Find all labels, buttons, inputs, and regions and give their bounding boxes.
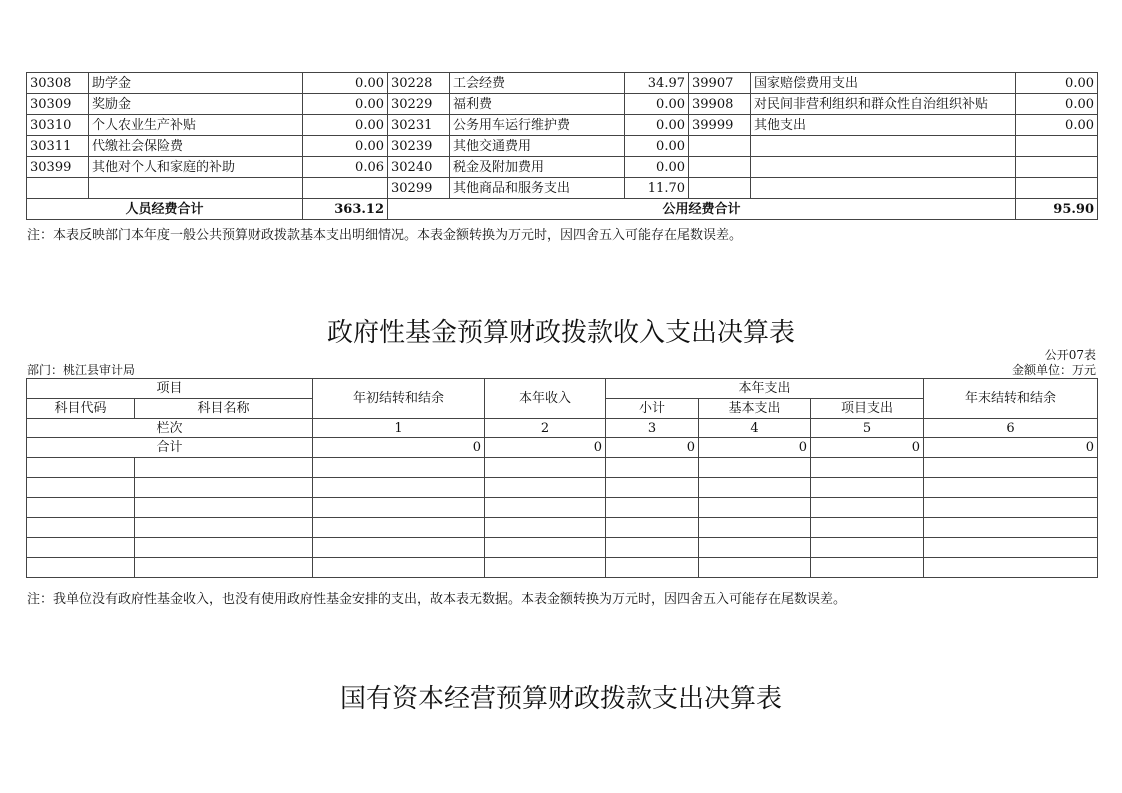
detail-row (27, 178, 1098, 199)
subject-name: 代缴社会保险费 (89, 136, 303, 157)
empty-cell (27, 518, 135, 538)
subject-name: 助学金 (89, 73, 303, 94)
empty-cell (924, 558, 1098, 578)
total-basic: 0 (699, 438, 811, 458)
fund-table-title: 政府性基金预算财政拨款收入支出决算表 (326, 318, 795, 348)
subject-code: 39999 (689, 115, 751, 136)
amount: 0.00 (303, 115, 388, 136)
empty-cell (313, 538, 485, 558)
empty-cell (135, 478, 313, 498)
total-row (27, 438, 1098, 458)
subject-name: 其他支出 (751, 115, 1016, 136)
empty-cell (485, 478, 606, 498)
amount: 0.00 (303, 73, 388, 94)
column-index-3: 3 (606, 419, 699, 438)
header-income: 本年收入 (485, 379, 606, 419)
empty-cell (485, 538, 606, 558)
empty-row (27, 558, 1098, 578)
header-item: 项目 (27, 379, 313, 399)
empty-cell (135, 498, 313, 518)
subject-code: 30229 (388, 94, 450, 115)
empty-cell (135, 518, 313, 538)
amount: 0.00 (625, 115, 689, 136)
detail-row (27, 136, 1098, 157)
subject-code: 30311 (27, 136, 89, 157)
detail-row (27, 157, 1098, 178)
empty-cell (924, 478, 1098, 498)
empty-cell (313, 518, 485, 538)
subject-name: 国家赔偿费用支出 (751, 73, 1016, 94)
form-number: 公开07表 (1044, 348, 1096, 362)
subject-name: 福利费 (450, 94, 625, 115)
empty-cell (811, 458, 924, 478)
amount (1016, 136, 1098, 157)
empty-cell (924, 518, 1098, 538)
empty-row (27, 538, 1098, 558)
subject-name (751, 136, 1016, 157)
subject-name (751, 157, 1016, 178)
detail-row (27, 73, 1098, 94)
subject-code: 30309 (27, 94, 89, 115)
empty-cell (485, 498, 606, 518)
column-index-1: 1 (313, 419, 485, 438)
subject-code: 39908 (689, 94, 751, 115)
header-subtotal: 小计 (606, 399, 699, 419)
empty-cell (924, 538, 1098, 558)
note-fund: 注：我单位没有政府性基金收入，也没有使用政府性基金安排的支出，故本表无数据。本表金额转换为万元时，因四舍五入可能存在尾数误差。 (27, 592, 847, 607)
empty-cell (135, 458, 313, 478)
empty-cell (485, 458, 606, 478)
empty-row (27, 458, 1098, 478)
total-carry-start: 0 (313, 438, 485, 458)
column-index-6: 6 (924, 419, 1098, 438)
empty-cell (699, 478, 811, 498)
empty-row (27, 518, 1098, 538)
empty-cell (606, 558, 699, 578)
header-name: 科目名称 (135, 399, 313, 419)
subject-name: 个人农业生产补贴 (89, 115, 303, 136)
subject-name (751, 178, 1016, 199)
column-index-4: 4 (699, 419, 811, 438)
public-total-label: 公用经费合计 (388, 199, 1016, 220)
empty-cell (606, 478, 699, 498)
empty-cell (811, 538, 924, 558)
empty-cell (606, 538, 699, 558)
header-row-1 (27, 379, 1098, 399)
subject-code: 30310 (27, 115, 89, 136)
unit-label: 金额单位：万元 (1011, 363, 1096, 377)
empty-row (27, 498, 1098, 518)
amount: 0.00 (303, 136, 388, 157)
empty-row (27, 478, 1098, 498)
personnel-total-label: 人员经费合计 (27, 199, 303, 220)
subject-code (689, 157, 751, 178)
subject-name: 奖励金 (89, 94, 303, 115)
empty-cell (699, 498, 811, 518)
empty-cell (606, 458, 699, 478)
empty-cell (606, 498, 699, 518)
subject-code: 30239 (388, 136, 450, 157)
totals-row (27, 199, 1098, 220)
empty-cell (313, 498, 485, 518)
subject-code: 30308 (27, 73, 89, 94)
header-carry-end: 年末结转和结余 (924, 379, 1098, 419)
subject-name: 其他商品和服务支出 (450, 178, 625, 199)
department-label: 部门：桃江县审计局 (27, 363, 136, 377)
personnel-total-value: 363.12 (303, 199, 388, 220)
empty-cell (811, 478, 924, 498)
total-carry-end: 0 (924, 438, 1098, 458)
empty-cell (485, 518, 606, 538)
empty-cell (699, 538, 811, 558)
empty-cell (27, 558, 135, 578)
empty-cell (699, 558, 811, 578)
subject-code (689, 136, 751, 157)
empty-cell (699, 518, 811, 538)
column-index-row (27, 419, 1098, 438)
empty-cell (27, 478, 135, 498)
subject-code: 30228 (388, 73, 450, 94)
empty-cell (485, 558, 606, 578)
subject-name: 其他交通费用 (450, 136, 625, 157)
empty-cell (27, 498, 135, 518)
fund-income-expenditure-table (26, 378, 1098, 578)
amount: 0.00 (625, 157, 689, 178)
subject-code: 30240 (388, 157, 450, 178)
total-income: 0 (485, 438, 606, 458)
column-index-label: 栏次 (27, 419, 313, 438)
subject-name: 其他对个人和家庭的补助 (89, 157, 303, 178)
note-basic-expenditure: 注：本表反映部门本年度一般公共预算财政拨款基本支出明细情况。本表金额转换为万元时，因四舍五入可能存在尾数误差。 (27, 228, 743, 243)
amount: 0.00 (1016, 94, 1098, 115)
amount: 11.70 (625, 178, 689, 199)
amount: 0.00 (1016, 73, 1098, 94)
subject-code: 30231 (388, 115, 450, 136)
total-project: 0 (811, 438, 924, 458)
subject-code (27, 178, 89, 199)
amount: 0.00 (1016, 115, 1098, 136)
empty-cell (27, 458, 135, 478)
empty-cell (135, 558, 313, 578)
subject-code: 30399 (27, 157, 89, 178)
amount (303, 178, 388, 199)
header-project: 项目支出 (811, 399, 924, 419)
amount (1016, 178, 1098, 199)
subject-name: 工会经费 (450, 73, 625, 94)
subject-code: 39907 (689, 73, 751, 94)
subject-name: 对民间非营利组织和群众性自治组织补贴 (751, 94, 1016, 115)
subject-code: 30299 (388, 178, 450, 199)
amount: 0.00 (303, 94, 388, 115)
empty-cell (699, 458, 811, 478)
amount (1016, 157, 1098, 178)
empty-cell (135, 538, 313, 558)
amount: 34.97 (625, 73, 689, 94)
basic-expenditure-detail-table (26, 72, 1098, 220)
header-expend: 本年支出 (606, 379, 924, 399)
detail-row (27, 115, 1098, 136)
detail-row (27, 94, 1098, 115)
header-basic: 基本支出 (699, 399, 811, 419)
amount: 0.06 (303, 157, 388, 178)
total-label: 合计 (27, 438, 313, 458)
header-carry-start: 年初结转和结余 (313, 379, 485, 419)
public-total-value: 95.90 (1016, 199, 1098, 220)
empty-cell (811, 518, 924, 538)
header-code: 科目代码 (27, 399, 135, 419)
subject-name: 公务用车运行维护费 (450, 115, 625, 136)
empty-cell (313, 458, 485, 478)
empty-cell (811, 498, 924, 518)
column-index-5: 5 (811, 419, 924, 438)
empty-cell (27, 538, 135, 558)
empty-cell (924, 498, 1098, 518)
amount: 0.00 (625, 94, 689, 115)
subject-code (689, 178, 751, 199)
state-capital-table-title: 国有资本经营预算财政拨款支出决算表 (339, 684, 782, 714)
subject-name (89, 178, 303, 199)
empty-cell (313, 478, 485, 498)
subject-name: 税金及附加费用 (450, 157, 625, 178)
empty-cell (924, 458, 1098, 478)
amount: 0.00 (625, 136, 689, 157)
empty-cell (811, 558, 924, 578)
total-subtotal: 0 (606, 438, 699, 458)
column-index-2: 2 (485, 419, 606, 438)
empty-cell (313, 558, 485, 578)
empty-cell (606, 518, 699, 538)
